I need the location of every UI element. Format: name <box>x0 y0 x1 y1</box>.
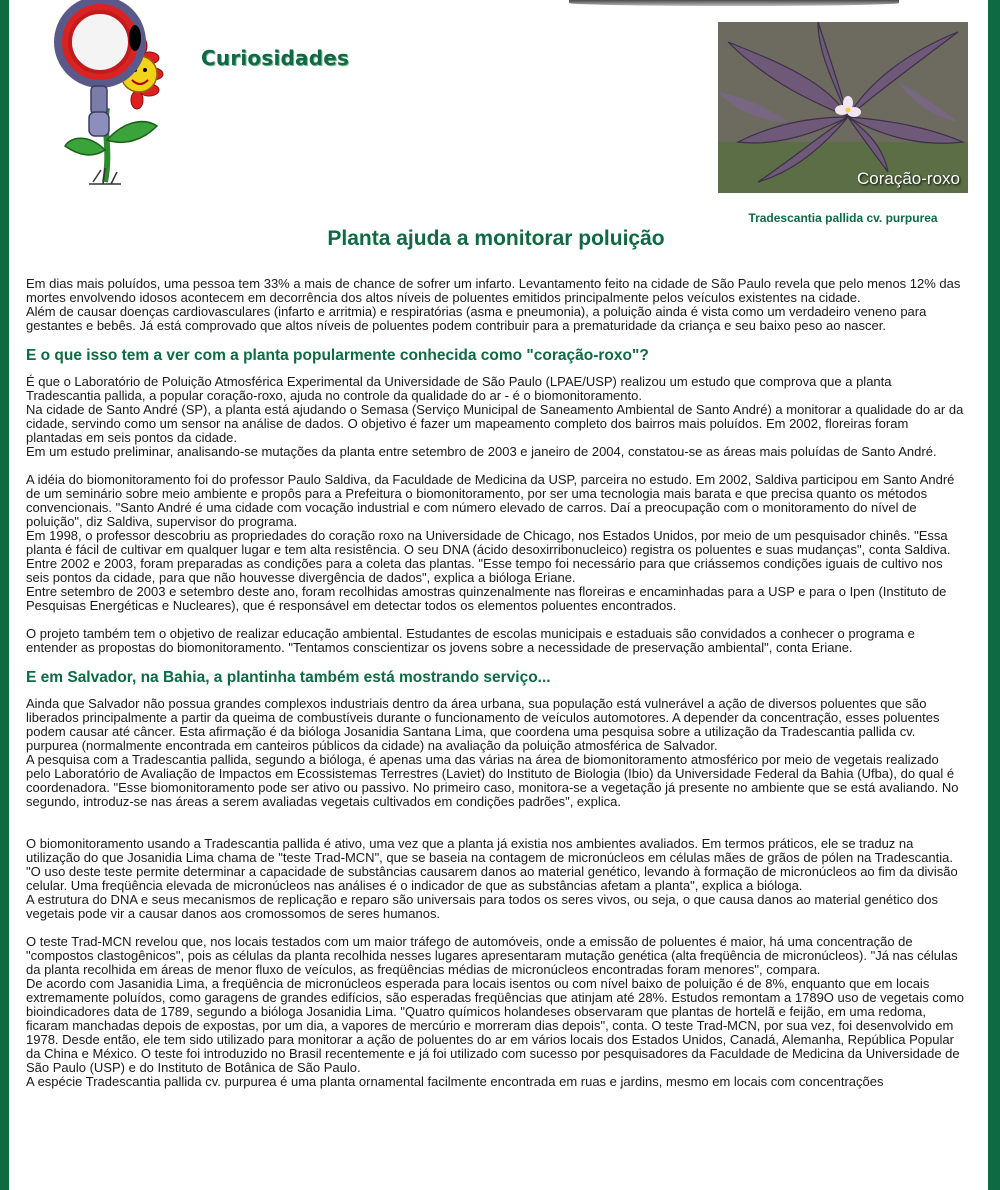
paragraph: Em 1998, o professor descobriu as propriedades do coração roxo na Universidade de Chicago, nos Estados Unidos, por meio de um pesquisador chinês. "Essa planta é fácil de cultivar em qualquer lugar e tem alta resistência. O seu DNA (ácido desoxirribonucleico) registra os poluentes e suas mudanças", conta Saldiva. <box>26 528 951 557</box>
subheading: E o que isso tem a ver com a planta popularmente conhecida como "coração-roxo"? <box>26 347 649 364</box>
paragraph: É que o Laboratório de Poluição Atmosférica Experimental da Universidade de São Paulo (LPAE/USP) realizou um estudo que comprova que a planta Tradescantia pallida, a popular coração-roxo, ajuda no controle da qualidade do ar - é o biomonitoramento. <box>26 374 892 403</box>
section-title: Curiosidades <box>201 46 350 70</box>
top-decorative-bar <box>569 0 899 6</box>
paragraph: A estrutura do DNA e seus mecanismos de replicação e reparo são universais para todos os seres vivos, ou seja, o que causa danos ao material genético dos vegetais pode vir a causar danos aos cromossomos de seres humanos. <box>26 892 938 921</box>
paragraph: O teste Trad-MCN revelou que, nos locais testados com um maior tráfego de automóveis, onde a emissão de poluentes é maior, há uma concentração de "compostos clastogênicos", pois as células da planta recolhida nesses lugares apresentaram mutação genética (alta freqüência de micronúcleos). "Já nas células da planta recolhida em áreas de menor fluxo de veículos, as freqüências médias de micronúcleos encontradas foram menores", compara. <box>26 934 958 977</box>
photo-overlay-label: Coração-roxo <box>857 169 960 188</box>
paragraph: O projeto também tem o objetivo de realizar educação ambiental. Estudantes de escolas municipais e estaduais são convidados a conhecer o programa e entender as propostas do biomonitoramento. "Tentamos conscientizar os jovens sobre a necessidade de preservação ambiental", conta Eriane. <box>26 626 915 655</box>
paragraph: A pesquisa com a Tradescantia pallida, segundo a bióloga, é apenas uma das várias na área de biomonitoramento atmosférico por meio de vegetais realizado pelo Laboratório de Avaliação de Impactos em Ecossistemas Terrestres (Laviet) do Instituto de Biologia (Ibio) da Universidade Federal da Bahia (Ufba), do qual é coordenadora. "Esse biomonitoramento pode ser ativo ou passivo. No primeiro caso, monitora-se a vegetação já presente no ambiente que se está avaliando. No segundo, introduz-se nas áreas a serem avaliadas vegetais cultivados em condições padrões", explica. <box>26 752 959 809</box>
page <box>9 0 988 1190</box>
paragraph: Na cidade de Santo André (SP), a planta está ajudando o Semasa (Serviço Municipal de Saneamento Ambiental de Santo André) a monitorar a qualidade do ar da cidade, servindo como um sensor na análise de dados. O objetivo é fazer um mapeamento completo dos bairros mais poluídos. Em 2002, floreiras foram plantadas em seis pontos da cidade. <box>26 402 964 445</box>
coracao-roxo-photo <box>718 22 968 193</box>
paragraph: Entre 2002 e 2003, foram preparadas as condições para a coleta das plantas. "Esse tempo foi necessário para que criássemos condições iguais de cultivo nos seis pontos da cidade, para que não houvesse divergência de dados", explica a bióloga Eriane. <box>26 556 943 585</box>
paragraph: O biomonitoramento usando a Tradescantia pallida é ativo, uma vez que a planta já existia nos ambientes avaliados. Em termos práticos, ele se traduz na utilização do que Josanidia Lima chama de "teste Trad-MCN", que se baseia na contagem de micronúcleos em células mães de grãos de pólen na Tradescantia. "O uso deste teste permite determinar a capacidade de substâncias causarem danos ao material genético, levando à formação de micronúcleos ao fim da divisão celular. Uma freqüência elevada de micronúcleos nas análises é o indicador de que as substâncias afetam a planta", explica a bióloga. <box>26 836 958 893</box>
paragraph: A espécie Tradescantia pallida cv. purpurea é uma planta ornamental facilmente encontrada em ruas e jardins, mesmo em locais com concentrações <box>26 1074 884 1089</box>
paragraph: Além de causar doenças cardiovasculares (infarto e arritmia) e respiratórias (asma e pneumonia), a poluição ainda é vista como um verdadeiro veneno para gestantes e bebês. Já está comprovado que altos níveis de poluentes podem contribuir para a prematuridade da criança e seu baixo peso ao nascer. <box>26 304 927 333</box>
subheading: E em Salvador, na Bahia, a plantinha também está mostrando serviço... <box>26 669 551 686</box>
paragraph: Em um estudo preliminar, analisando-se mutações da planta entre setembro de 2003 e janeiro de 2004, constatou-se as áreas mais poluídas de Santo André. <box>26 444 937 459</box>
paragraph: Em dias mais poluídos, uma pessoa tem 33% a mais de chance de sofrer um infarto. Levantamento feito na cidade de São Paulo revela que pelo menos 12% das mortes envolvendo idosos acontecem em decorrência dos altos níveis de poluentes emitidos principalmente pelos veículos existentes na cidade. <box>26 276 961 305</box>
paragraph: A idéia do biomonitoramento foi do professor Paulo Saldiva, da Faculdade de Medicina da USP, parceira no estudo. Em 2002, Saldiva participou em Santo André de um seminário sobre meio ambiente e propôs para a Prefeitura o biomonitoramento, por ser uma tecnologia mais barata e que precisa quanto os métodos convencionais. "Santo André é uma cidade com vocação industrial e com número elevado de carros. Daí a preocupação com o monitoramento do nível de poluição", diz Saldiva, supervisor do programa. <box>26 472 955 529</box>
paragraph: Ainda que Salvador não possua grandes complexos industriais dentro da área urbana, sua população está vulnerável a ação de diversos poluentes que são liberados principalmente a partir da queima de combustíveis durante o funcionamento de veículos automotores. A depender da concentração, esses poluentes podem causar até câncer. Esta afirmação é da bióloga Josanidia Santana Lima, que coordena uma pesquisa sobre a utilização da Tradescantia pallida cv. purpurea (normalmente encontrada em canteiros públicos da cidade) na avaliação da poluição atmosférica de Salvador. <box>26 696 940 753</box>
article-headline: Planta ajuda a monitorar poluição <box>327 227 665 250</box>
mascot-magnifier-flower-icon <box>45 0 175 190</box>
article-body <box>26 277 966 1089</box>
photo-caption: Tradescantia pallida cv. purpurea <box>748 211 938 225</box>
paragraph: Entre setembro de 2003 e setembro deste ano, foram recolhidas amostras quinzenalmente nas floreiras e encaminhadas para a USP e para o Ipen (Instituto de Pesquisas Energéticas e Nucleares), que é responsável em detectar todos os elementos poluentes encontrados. <box>26 584 947 613</box>
paragraph: De acordo com Jasanidia Lima, a freqüência de micronúcleos esperada para locais isentos ou com nível baixo de poluição é de 8%, enquanto que em locais extremamente poluídos, como garagens de grandes edifícios, são esperadas freqüências que atinjam até 28%. Estudos remontam a 1789O uso de vegetais como bioindicadores data de 1789, segundo a bióloga Josanidia Lima. "Quatro químicos holandeses observaram que plantas de hortelã e feijão, em uma redoma, ficaram manchadas depois de expostas, por um dia, a vapores de mercúrio e morreram dias depois", conta. O teste Trad-MCN, por sua vez, foi desenvolvido em 1978. Desde então, ele tem sido utilizado para monitorar a ação de poluentes do ar em vários locais dos Estados Unidos, Canadá, Alemanha, República Popular da China e México. O teste foi introduzido no Brasil recentemente e já foi utilizado com sucesso por pesquisadores da Faculdade de Medicina da Universidade de São Paulo (USP) e do Instituto de Botânica de São Paulo. <box>26 976 964 1075</box>
